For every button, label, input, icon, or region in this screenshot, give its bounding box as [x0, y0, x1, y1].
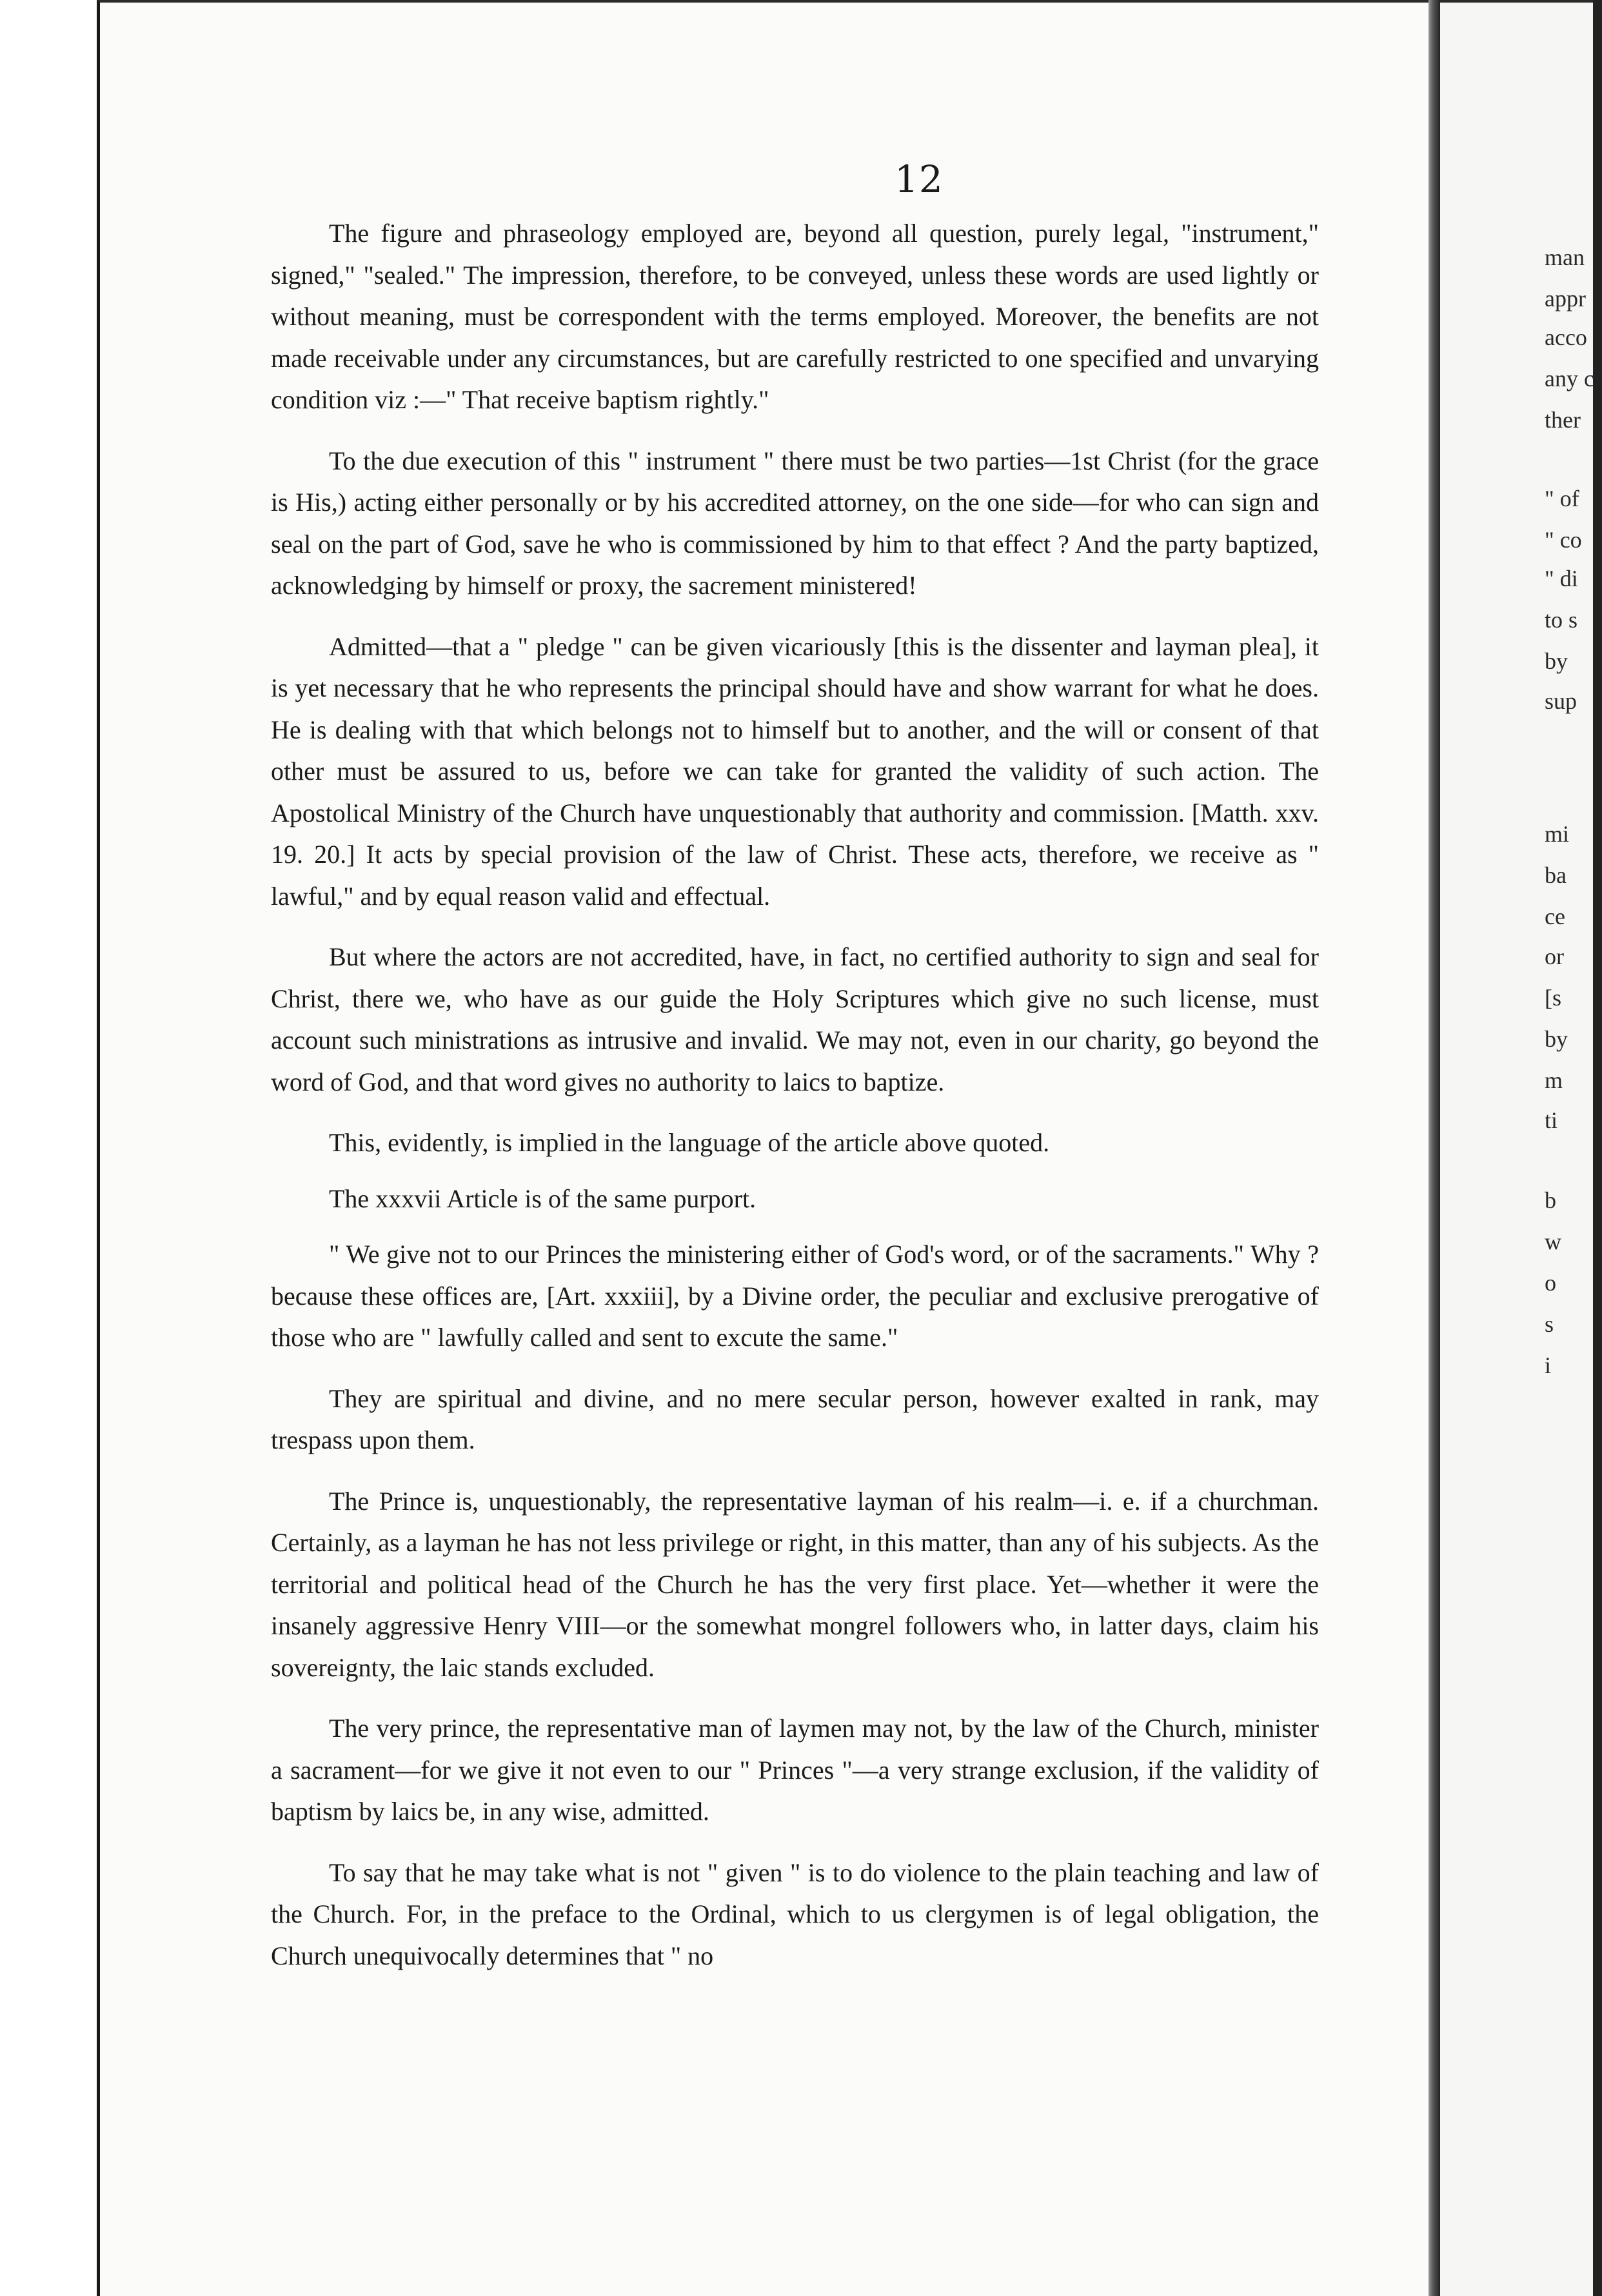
- paragraph: The xxxvii Article is of the same purport.: [329, 1183, 756, 1213]
- text-fragment: mi: [1545, 821, 1570, 847]
- text-fragment: ther: [1545, 407, 1581, 433]
- text-fragment: acco: [1545, 324, 1587, 350]
- paragraph: The very prince, the representative man of laymen may not, by the law of the Church, minister a sacrament—for we give it not even to our " Princes "—a very strange exclusion, if the validity of baptism by laics be, in any wise, admitted.: [271, 1714, 1319, 1826]
- text-fragment: " di: [1545, 566, 1578, 591]
- paragraph: " We give not to our Princes the ministering either of God's word, or of the sacraments." Why ? because these offices are, [Art. xxxiii], by a Divine order, the peculiar and exclusive prerogative of those who are " lawfully called and sent to excute the same.": [271, 1240, 1319, 1352]
- paragraph: The Prince is, unquestionably, the representative layman of his realm—i. e. if a churchman. Certainly, as a layman he has not less privilege or right, in this matter, than any of his subjects. As the territorial and political head of the Church he has the very first place. Yet—whether it were the insanely aggressive Henry VIII—or the somewhat mongrel followers who, in latter days, claim his sovereignty, the laic stands excluded.: [271, 1486, 1319, 1682]
- paragraph: The figure and phraseology employed are, beyond all question, purely legal, "instrument," signed," "sealed." The impression, therefore, to be conveyed, unless these words are used lightly or without meaning, must be correspondent with the terms employed. Moreover, the benefits are not made receivable under any circumstances, but are carefully restricted to one specified and unvarying condition viz :—" That receive baptism rightly.": [271, 219, 1319, 414]
- paragraph: To the due execution of this " instrument " there must be two parties—1st Christ (for the grace is His,) acting either personally or by his accredited attorney, on the one side—for who can sign and seal on the part of God, save he who is commissioned by him to that effect ? And the party baptized, acknowledging by himself or proxy, the sacrement ministered!: [271, 446, 1319, 600]
- right-page-text-fragments: [1545, 0, 1602, 2296]
- text-fragment: ce: [1545, 904, 1565, 929]
- text-fragment: ti: [1545, 1107, 1558, 1133]
- text-fragment: o: [1545, 1270, 1556, 1296]
- paragraph: They are spiritual and divine, and no mere secular person, however exalted in rank, may trespass upon them.: [271, 1383, 1319, 1454]
- paragraph: But where the actors are not accredited, have, in fact, no certified authority to sign and seal for Christ, there we, who have as our guide the Holy Scriptures which give no such license, must account such ministrations as intrusive and invalid. We may not, even in our charity, go beyond the word of God, and that word gives no authority to laics to baptize.: [271, 942, 1319, 1096]
- paragraph: Admitted—that a " pledge " can be given vicariously [this is the dissenter and layman plea], it is yet necessary that he who represents the principal should have and show warrant for what he does. He is dealing with that which belongs not to himself but to another, and the will or consent of that other must be assured to us, before we can take for granted the validity of such action. The Apostolical Ministry of the Church have unquestionably that authority and commission. [Matth. xxv. 19. 20.] It acts by special provision of the law of Christ. These acts, therefore, we receive as " lawful," and by equal reason valid and effectual.: [271, 631, 1319, 911]
- text-fragment: [s: [1545, 985, 1561, 1011]
- page-number: 12: [895, 157, 944, 201]
- text-fragment: " co: [1545, 527, 1582, 553]
- text-fragment: m: [1545, 1067, 1563, 1093]
- text-fragment: by: [1545, 1026, 1568, 1052]
- text-fragment: s: [1545, 1311, 1554, 1337]
- text-fragment: by: [1545, 648, 1568, 674]
- text-fragment: i: [1545, 1352, 1552, 1378]
- text-fragment: man: [1545, 244, 1585, 270]
- paragraph: To say that he may take what is not " given " is to do violence to the plain teaching and law of the Church. For, in the preface to the Ordinal, which to us clergymen is of legal obligation, the Church unequivocally determines that " no: [271, 1857, 1319, 1970]
- text-fragment: ba: [1545, 862, 1567, 888]
- text-fragment: or: [1545, 944, 1564, 969]
- text-fragment: appr: [1545, 286, 1586, 312]
- page-body-text: [271, 213, 1319, 1996]
- text-fragment: any c: [1545, 366, 1594, 391]
- text-fragment: to s: [1545, 607, 1578, 633]
- text-fragment: w: [1545, 1229, 1561, 1254]
- text-fragment: b: [1545, 1187, 1556, 1213]
- text-fragment: " of: [1545, 486, 1579, 511]
- paragraph: This, evidently, is implied in the language of the article above quoted.: [329, 1128, 1050, 1157]
- text-fragment: sup: [1545, 688, 1577, 714]
- page-gutter-shadow: [1429, 0, 1440, 2296]
